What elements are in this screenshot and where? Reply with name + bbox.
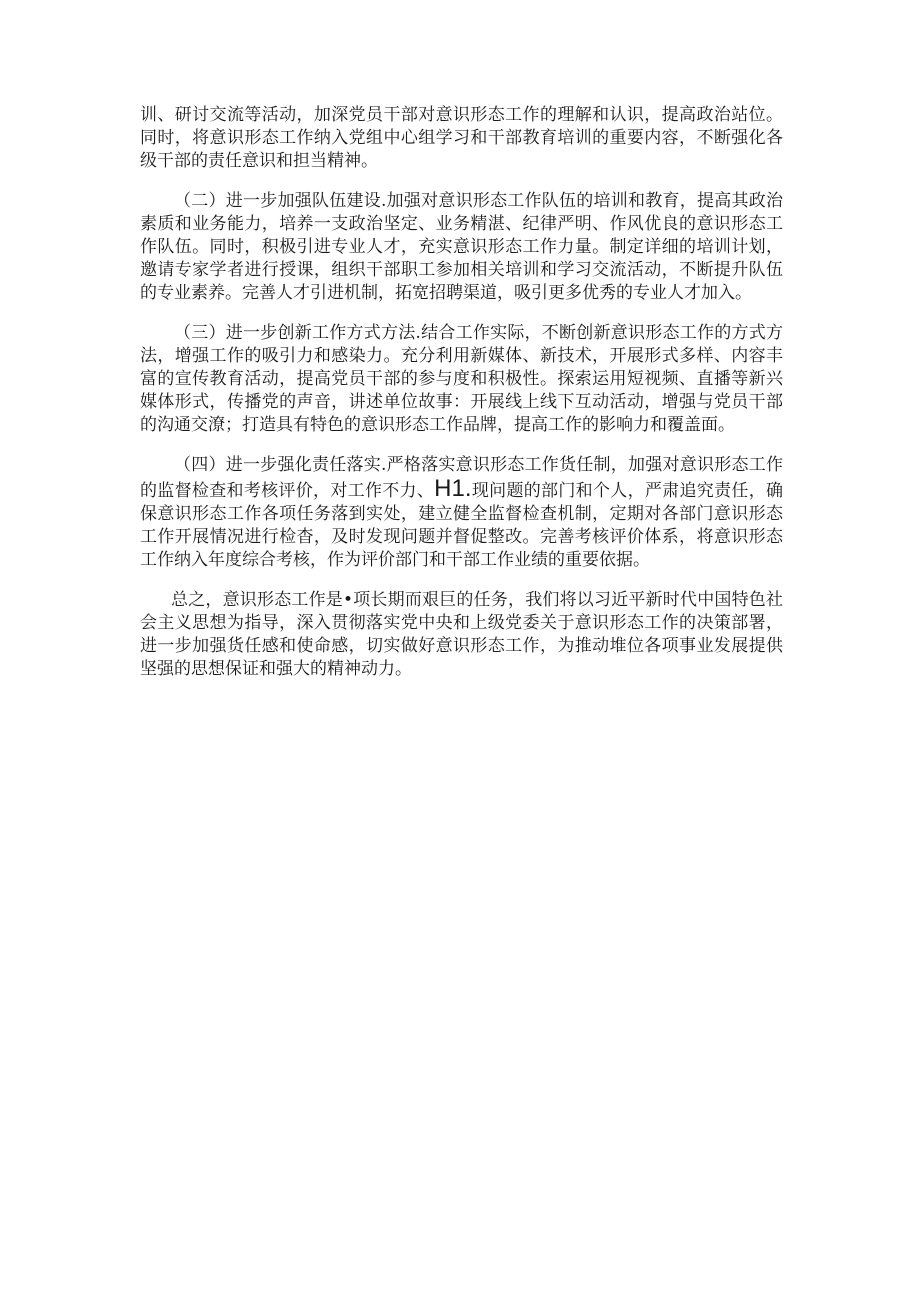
stray-h1-mark: H1.	[434, 474, 472, 502]
document-body	[140, 104, 783, 697]
paragraph-responsibility-part1: （四）进一步强化责任落实.严格落实意识形态工作货任制，加强对意识形态工作的监督检查和考核评价，对工作不力、	[140, 454, 783, 501]
paragraph-responsibility	[140, 454, 783, 573]
paragraph-team-building: （二）进一步加强队伍建设.加强对意识形态工作队伍的培训和教育，提高其政治素质和业务能力，培养一支政治坚定、业务精湛、纪律严明、作风优良的意识形态工作队伍。同时，积极引进专业人才，充实意识形态工作力量。制定详细的培训计划，邀请专家学者进行授课，组织干部职工参加相关培训和学习交流活动，不断提升队伍的专业素养。完善人才引进机制，拓宽招聘渠道，吸引更多优秀的专业人才加入。	[140, 190, 783, 304]
paragraph-work-methods: （三）进一步创新工作方式方法.结合工作实际，不断创新意识形态工作的方式方法，增强工作的吸引力和感染力。充分利用新媒体、新技术，开展形式多样、内容丰富的宣传教育活动，提高党员干部的参与度和积极性。探索运用短视频、直播等新兴媒体形式，传播党的声音，讲述单位故事：开展线上线下互动活动，增强与党员干部的沟通交潦；打造具有特色的意识形态工作品牌，提高工作的影响力和覆盖面。	[140, 322, 783, 436]
paragraph-responsibility-part2: 现问题的部门和个人，严肃追究责任，确保意识形态工作各项任务落到实处，建立健全监督检查机制，定期对各部门意识形态工作开展情况进行检杳，及时发现问题并督促整改。完善考核评价体系，将意识形态工作纳入年度综合考核，作为评价部门和干部工作业绩的重要依据。	[140, 480, 784, 571]
paragraph-continuation: 训、研讨交流等活动，加深党员干部对意识形态工作的理解和认识，提高政治站位。同时，将意识形态工作纳入党组中心组学习和干部教育培训的重要内容，不断强化各级干部的责任意识和担当精神。	[140, 105, 783, 172]
paragraph-summary: 总之，意识形态工作是•项长期而艰巨的任务，我们将以习近平新时代中国特色社会主义思想为指导，深入贯彻落实党中央和上级党委关于意识形态工作的决策部署，进一步加强货任感和使命感，切实做好意识形态工作，为推动堆位各项事业发展提供坚强的思想保证和强大的精神动力。	[140, 589, 783, 680]
